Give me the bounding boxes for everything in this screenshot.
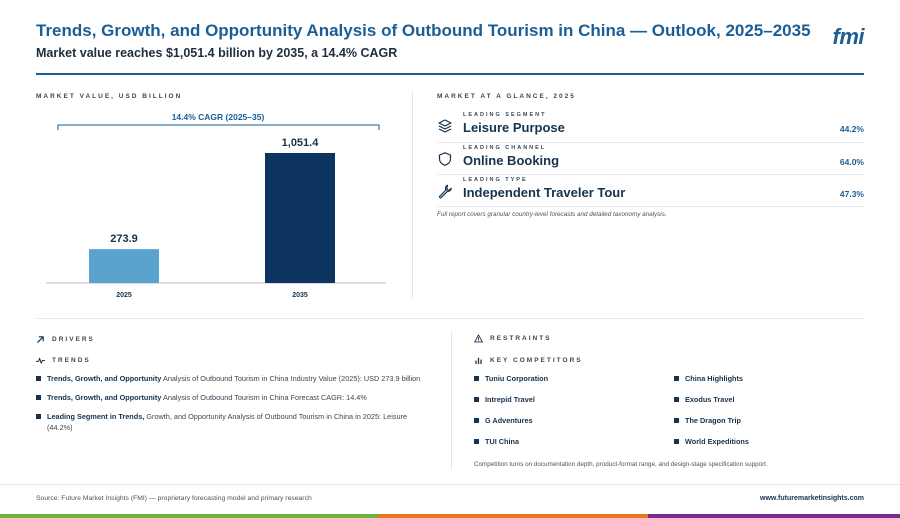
competitor-item: Tuniu Corporation <box>474 374 548 383</box>
trends-label: TRENDS <box>52 357 91 364</box>
footer-divider <box>0 484 900 485</box>
glance-row-type <box>437 177 864 207</box>
source-note: Source: Future Market Insights (FMI) — proprietary forecasting model and primary research <box>36 495 312 502</box>
restraints-header <box>474 334 552 343</box>
glance-divider <box>437 174 864 175</box>
tick-label-2025: 2025 <box>116 292 132 299</box>
header-divider <box>36 73 864 75</box>
section-divider-vertical <box>451 332 452 470</box>
competitor-item: The Dragon Trip <box>674 416 741 425</box>
footer-bar-orange <box>378 514 648 518</box>
glance-name: Leisure Purpose <box>463 120 565 135</box>
page-subtitle: Market value reaches $1,051.4 billion by 2035, a 14.4% CAGR <box>36 46 398 60</box>
restraints-label: RESTRAINTS <box>490 335 552 342</box>
competitor-item: Exodus Travel <box>674 395 734 404</box>
competitor-item: G Adventures <box>474 416 533 425</box>
glance-row-segment <box>437 112 864 142</box>
trends-header <box>36 356 91 365</box>
shield-icon <box>437 151 453 167</box>
competitor-item: China Highlights <box>674 374 743 383</box>
list-item: Trends, Growth, and Opportunity Analysis of Outbound Tourism in China Forecast CAGR: 14.4% <box>36 392 431 403</box>
glance-kicker: LEADING CHANNEL <box>463 145 547 151</box>
bar-2035 <box>265 153 335 283</box>
footer-bar-purple <box>648 514 900 518</box>
section-divider-horizontal <box>36 318 864 319</box>
glance-name: Independent Traveler Tour <box>463 185 626 200</box>
cagr-annotation: 14.4% CAGR (2025–35) <box>171 112 265 122</box>
layers-icon <box>437 118 453 134</box>
glance-row-channel <box>437 145 864 175</box>
glance-pct: 44.2% <box>839 124 864 134</box>
market-value-chart <box>36 104 396 300</box>
cagr-bracket <box>58 125 379 130</box>
glance-pct: 64.0% <box>839 157 864 167</box>
page-title: Trends, Growth, and Opportunity Analysis of Outbound Tourism in China — Outlook, 2025–2035 <box>36 21 811 40</box>
website-link[interactable]: www.futuremarketinsights.com <box>760 495 864 502</box>
market-value-label: MARKET VALUE, USD BILLION <box>36 93 183 100</box>
drivers-label: DRIVERS <box>52 336 95 343</box>
competitor-item: World Expeditions <box>674 437 749 446</box>
drivers-header <box>36 335 95 344</box>
glance-kicker: LEADING TYPE <box>463 177 528 183</box>
list-item: Trends, Growth, and Opportunity Analysis of Outbound Tourism in China Industry Value (2025): USD 273.9 billion <box>36 373 431 384</box>
footer-bar-green <box>0 514 378 518</box>
competitor-item: Intrepid Travel <box>474 395 535 404</box>
competitors-note: Competition turns on documentation depth, product-format range, and design-stage specification support. <box>474 461 768 468</box>
bar-chart-icon <box>474 356 483 365</box>
trend-line-icon <box>36 356 45 365</box>
competitors-label: KEY COMPETITORS <box>490 357 583 364</box>
arrow-up-right-icon <box>36 335 45 344</box>
glance-pct: 47.3% <box>839 189 864 199</box>
wrench-icon <box>437 183 453 199</box>
glance-divider <box>437 206 864 207</box>
glance-kicker: LEADING SEGMENT <box>463 112 547 118</box>
trends-list <box>36 373 431 441</box>
competitors-header <box>474 356 583 365</box>
bar-2025 <box>89 249 159 283</box>
data-label-2035: 1,051.4 <box>281 137 319 149</box>
section-divider-vertical <box>412 92 413 298</box>
list-item: Leading Segment in Trends, Growth, and Opportunity Analysis of Outbound Tourism in China in 2025: Leisure (44.2%) <box>36 411 431 433</box>
market-glance-label: MARKET AT A GLANCE, 2025 <box>437 93 576 100</box>
fmi-logo[interactable]: fmi <box>832 24 864 49</box>
glance-divider <box>437 142 864 143</box>
glance-note: Full report covers granular country-level forecasts and detailed taxonomy analysis. <box>437 211 667 218</box>
competitor-item: TUI China <box>474 437 519 446</box>
glance-name: Online Booking <box>463 153 560 168</box>
data-label-2025: 273.9 <box>110 233 138 246</box>
tick-label-2035: 2035 <box>292 292 308 299</box>
warning-icon <box>474 334 483 343</box>
